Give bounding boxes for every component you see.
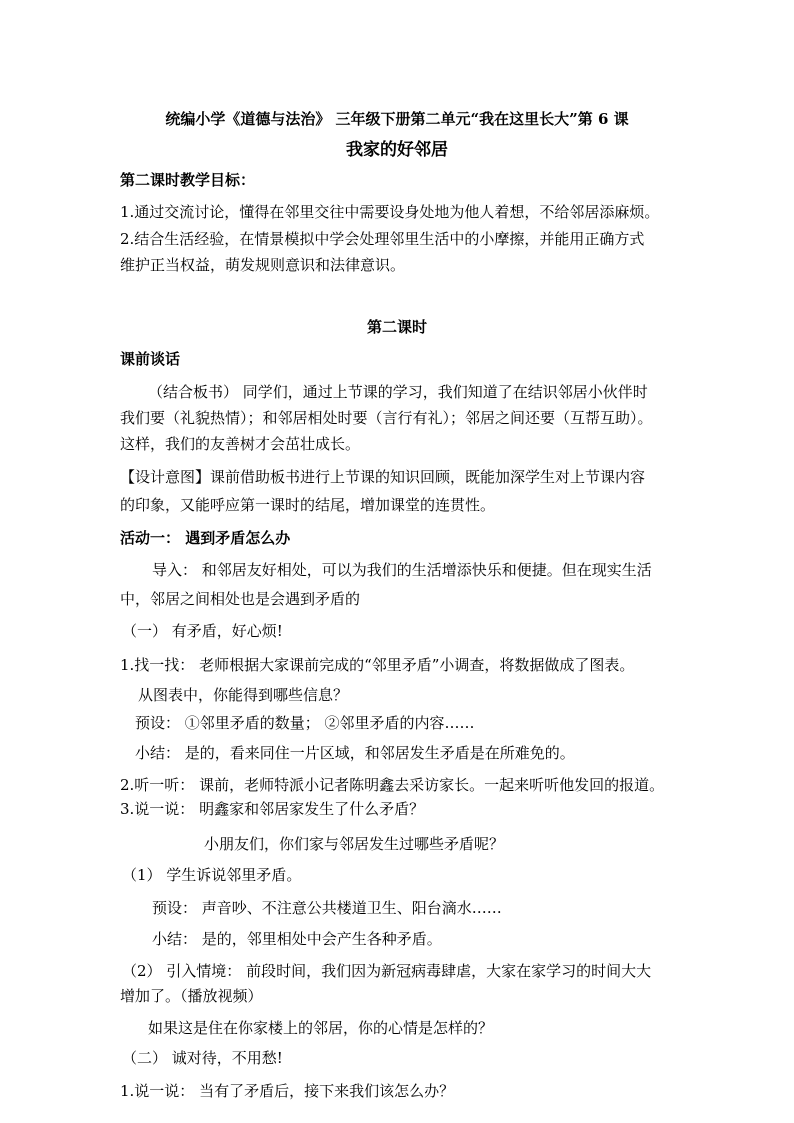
activity1-heading: 活动一： 遇到矛盾怎么办: [120, 529, 291, 547]
subsection-2-heading: （二） 诚对待，不用愁!: [122, 1049, 283, 1067]
intro-line-2: 中，邻居之间相处也是会遇到矛盾的: [120, 590, 361, 608]
summary-2: 小结： 是的，邻里相处中会产生各种矛盾。: [152, 930, 442, 948]
listen-item: 2.听一听： 课前，老师特派小记者陈明鑫去采访家长。一起来听听他发回的报道。: [120, 776, 665, 794]
preset-1: 预设： ①邻里矛盾的数量； ②邻里矛盾的内容……: [135, 714, 475, 732]
pretalk-line-2: 我们要（礼貌热情）；和邻居相处时要（言行有礼）；邻居之间还要（互帮互助）。: [120, 409, 653, 427]
course-header: 统编小学《道德与法治》 三年级下册第二单元“我在这里长大”第 6 课: [165, 110, 629, 128]
ask-question: 小朋友们，你们家与邻居发生过哪些矛盾呢？: [204, 835, 505, 853]
goal-item-2-line-2: 维护正当权益，萌发规则意识和法律意识。: [120, 256, 406, 274]
say-item-2: 1.说一说： 当有了矛盾后，接下来我们该怎么办？: [120, 1082, 455, 1100]
pretalk-line-3: 这样，我们的友善树才会茁壮成长。: [120, 435, 361, 453]
design-intent-line-1: 【设计意图】课前借助板书进行上节课的知识回顾，既能加深学生对上节课内容: [120, 468, 646, 486]
goal-item-2-line-1: 2.结合生活经验，在情景模拟中学会处理邻里生活中的小摩擦，并能用正确方式: [120, 230, 645, 248]
goals-heading: 第二课时教学目标：: [120, 171, 256, 189]
goal-item-1: 1.通过交流讨论，懂得在邻里交往中需要设身处地为他人着想，不给邻居添麻烦。: [120, 203, 660, 221]
design-intent-line-2: 的印象，又能呼应第一课时的结尾，增加课堂的连贯性。: [120, 496, 496, 514]
pretalk-line-1: （结合板书） 同学们，通过上节课的学习，我们知道了在结识邻居小伙伴时: [148, 383, 648, 401]
say-item: 3.说一说： 明鑫家和邻居家发生了什么矛盾？: [120, 800, 425, 818]
session-heading: 第二课时: [366, 318, 427, 336]
intro-line-1: 导入： 和邻居友好相处，可以为我们的生活增添快乐和便捷。但在现实生活: [152, 561, 652, 579]
subsection-1-heading: （一） 有矛盾，好心烦!: [122, 622, 283, 640]
pretalk-heading: 课前谈话: [120, 350, 181, 368]
find-line-1: 1.找一找： 老师根据大家课前完成的“邻里矛盾”小调查，将数据做成了图表。: [120, 656, 635, 674]
mood-question: 如果这是住在你家楼上的邻居，你的心情是怎样的？: [148, 1019, 494, 1037]
summary-1: 小结： 是的，看来同住一片区域，和邻居发生矛盾是在所难免的。: [135, 744, 575, 762]
find-line-2: 从图表中，你能得到哪些信息？: [138, 686, 349, 704]
preset-2: 预设： 声音吵、不注意公共楼道卫生、阳台滴水……: [152, 899, 502, 917]
point-2-line-1: （2） 引入情境： 前段时间，我们因为新冠病毒肆虐，大家在家学习的时间大大: [122, 962, 652, 980]
point-1: （1） 学生诉说邻里矛盾。: [122, 866, 302, 884]
lesson-title: 我家的好邻居: [346, 140, 448, 160]
point-2-line-2: 增加了。（播放视频）: [120, 987, 263, 1005]
